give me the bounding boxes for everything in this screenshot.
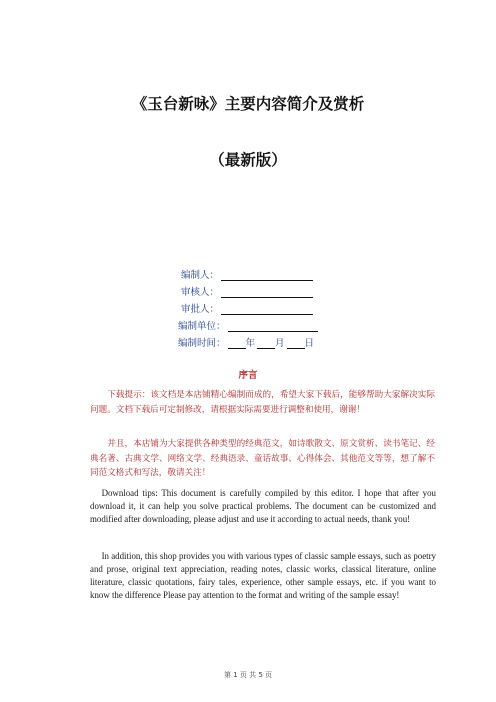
day-label: 日 xyxy=(304,338,315,349)
preface-cn-paragraph-2: 并且，本店铺为大家提供各种类型的经典范文，如诗歌散文、原文赏析、读书笔记、经典名著、古典文学、网络文学、经典语录、童话故事、心得体会、其他范文等等，想了解不同范文格式和写法，敬请关注！ xyxy=(90,439,435,479)
reviewer-label: 审核人： xyxy=(181,287,220,298)
unit-field xyxy=(178,315,318,332)
info-fields xyxy=(178,264,318,349)
preface-heading: 序言 xyxy=(238,370,258,381)
unit-blank-line xyxy=(228,320,318,332)
year-label: 年 xyxy=(245,338,256,349)
preface-en-paragraph-2: In addition, this shop provides you with various types of classic sample essays, such as poetry and prose, original text appreciation, reading notes, classic works, classical literature, online literature, classic quotations, fairy tales, experience, other sample essays, etc. if you want to know the difference Please pay attention to the format and writing of the sample essay! xyxy=(90,551,436,601)
month-label: 月 xyxy=(275,338,285,349)
page-indicator: 第 1 页 共 5 页 xyxy=(223,671,273,679)
editor-blank-line xyxy=(221,269,313,281)
preface-en-paragraph-1: Download tips: This document is carefully compiled by this editor. I hope that after you download it, it can help you solve practical problems. The document can be customized and modified after downloading, please adjust and use it according to actual needs, thank you! xyxy=(90,488,436,525)
document-title: 《玉台新咏》主要内容简介及赏析 xyxy=(131,95,365,113)
preface-cn-paragraph-1: 下载提示：该文档是本店铺精心编制而成的，希望大家下载后，能够帮助大家解决实际问题。文档下载后可定制修改，请根据实际需要进行调整和使用，谢谢！ xyxy=(90,390,435,415)
editor-label: 编制人： xyxy=(181,270,220,281)
approver-field xyxy=(178,298,318,315)
time-field xyxy=(178,332,318,349)
reviewer-blank-line xyxy=(221,286,313,298)
approver-label: 审批人： xyxy=(181,304,220,315)
approver-blank-line xyxy=(221,303,313,315)
year-blank-line xyxy=(228,337,246,349)
document-subtitle: （最新版） xyxy=(209,151,287,169)
reviewer-field xyxy=(178,281,318,298)
time-label: 编制时间： xyxy=(178,338,226,349)
day-blank-line xyxy=(287,337,305,349)
editor-field xyxy=(178,264,318,281)
unit-label: 编制单位： xyxy=(178,321,226,332)
month-blank-line xyxy=(257,337,275,349)
